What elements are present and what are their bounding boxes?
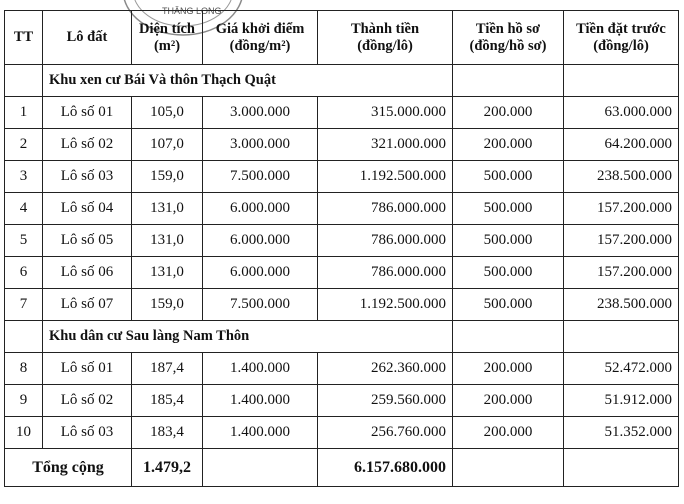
row-price: 6.000.000 xyxy=(203,225,318,257)
row-tt: 8 xyxy=(5,353,43,385)
row-amount: 1.192.500.000 xyxy=(318,289,453,321)
table-row xyxy=(5,289,679,321)
row-lot: Lô số 04 xyxy=(43,193,132,225)
row-fee: 500.000 xyxy=(453,289,564,321)
row-price: 1.400.000 xyxy=(203,417,318,449)
row-fee: 500.000 xyxy=(453,257,564,289)
row-fee: 200.000 xyxy=(453,97,564,129)
row-price: 3.000.000 xyxy=(203,129,318,161)
row-lot: Lô số 02 xyxy=(43,129,132,161)
row-lot: Lô số 05 xyxy=(43,225,132,257)
row-amount: 315.000.000 xyxy=(318,97,453,129)
total-row xyxy=(5,449,679,487)
row-deposit: 157.200.000 xyxy=(564,193,679,225)
table-row xyxy=(5,193,679,225)
row-price: 6.000.000 xyxy=(203,257,318,289)
row-lot: Lô số 02 xyxy=(43,385,132,417)
row-fee: 200.000 xyxy=(453,417,564,449)
row-area: 183,4 xyxy=(132,417,203,449)
header-amount: Thành tiền (đồng/lô) xyxy=(318,11,453,65)
row-tt: 2 xyxy=(5,129,43,161)
table-row xyxy=(5,129,679,161)
row-amount: 321.000.000 xyxy=(318,129,453,161)
row-lot: Lô số 01 xyxy=(43,97,132,129)
row-deposit: 238.500.000 xyxy=(564,289,679,321)
row-tt: 4 xyxy=(5,193,43,225)
total-area: 1.479,2 xyxy=(132,449,203,487)
row-fee: 500.000 xyxy=(453,193,564,225)
header-area: Diện tích (m²) xyxy=(132,11,203,65)
row-lot: Lô số 03 xyxy=(43,417,132,449)
row-price: 7.500.000 xyxy=(203,289,318,321)
header-lot: Lô đất xyxy=(43,11,132,65)
row-area: 131,0 xyxy=(132,193,203,225)
row-area: 187,4 xyxy=(132,353,203,385)
row-tt: 1 xyxy=(5,97,43,129)
row-amount: 786.000.000 xyxy=(318,257,453,289)
row-amount: 259.560.000 xyxy=(318,385,453,417)
row-lot: Lô số 06 xyxy=(43,257,132,289)
row-tt: 7 xyxy=(5,289,43,321)
row-fee: 500.000 xyxy=(453,225,564,257)
row-deposit: 63.000.000 xyxy=(564,97,679,129)
row-deposit: 64.200.000 xyxy=(564,129,679,161)
row-deposit: 51.352.000 xyxy=(564,417,679,449)
row-area: 107,0 xyxy=(132,129,203,161)
header-deposit: Tiền đặt trước (đồng/lô) xyxy=(564,11,679,65)
row-amount: 786.000.000 xyxy=(318,193,453,225)
row-tt: 5 xyxy=(5,225,43,257)
section-row xyxy=(5,65,679,97)
row-deposit: 52.472.000 xyxy=(564,353,679,385)
row-tt: 10 xyxy=(5,417,43,449)
section-title: Khu dân cư Sau làng Nam Thôn xyxy=(43,321,453,353)
row-price: 1.400.000 xyxy=(203,353,318,385)
row-amount: 262.360.000 xyxy=(318,353,453,385)
table-row xyxy=(5,97,679,129)
row-deposit: 157.200.000 xyxy=(564,257,679,289)
row-lot: Lô số 03 xyxy=(43,161,132,193)
row-price: 1.400.000 xyxy=(203,385,318,417)
row-fee: 500.000 xyxy=(453,161,564,193)
table-row xyxy=(5,257,679,289)
row-price: 6.000.000 xyxy=(203,193,318,225)
table-row xyxy=(5,385,679,417)
row-lot: Lô số 07 xyxy=(43,289,132,321)
row-tt: 9 xyxy=(5,385,43,417)
row-area: 131,0 xyxy=(132,257,203,289)
header-start-price: Giá khởi điểm (đồng/m²) xyxy=(203,11,318,65)
row-fee: 200.000 xyxy=(453,353,564,385)
row-deposit: 157.200.000 xyxy=(564,225,679,257)
stamp-text: THĂNG LONG xyxy=(162,6,222,16)
row-lot: Lô số 01 xyxy=(43,353,132,385)
row-fee: 200.000 xyxy=(453,129,564,161)
section-row xyxy=(5,321,679,353)
row-price: 3.000.000 xyxy=(203,97,318,129)
row-area: 159,0 xyxy=(132,289,203,321)
row-tt: 6 xyxy=(5,257,43,289)
row-deposit: 51.912.000 xyxy=(564,385,679,417)
row-deposit: 238.500.000 xyxy=(564,161,679,193)
row-area: 131,0 xyxy=(132,225,203,257)
header-row xyxy=(5,11,679,65)
auction-lot-table xyxy=(4,10,679,487)
table-row xyxy=(5,353,679,385)
table-row xyxy=(5,417,679,449)
header-tt: TT xyxy=(5,11,43,65)
total-amount: 6.157.680.000 xyxy=(318,449,453,487)
row-area: 105,0 xyxy=(132,97,203,129)
row-area: 185,4 xyxy=(132,385,203,417)
row-amount: 786.000.000 xyxy=(318,225,453,257)
row-area: 159,0 xyxy=(132,161,203,193)
table-row xyxy=(5,225,679,257)
row-fee: 200.000 xyxy=(453,385,564,417)
row-amount: 256.760.000 xyxy=(318,417,453,449)
row-price: 7.500.000 xyxy=(203,161,318,193)
header-fee: Tiền hồ sơ (đồng/hồ sơ) xyxy=(453,11,564,65)
table-row xyxy=(5,161,679,193)
total-label: Tổng cộng xyxy=(5,449,132,487)
section-title: Khu xen cư Bái Và thôn Thạch Quật xyxy=(43,65,453,97)
row-tt: 3 xyxy=(5,161,43,193)
row-amount: 1.192.500.000 xyxy=(318,161,453,193)
